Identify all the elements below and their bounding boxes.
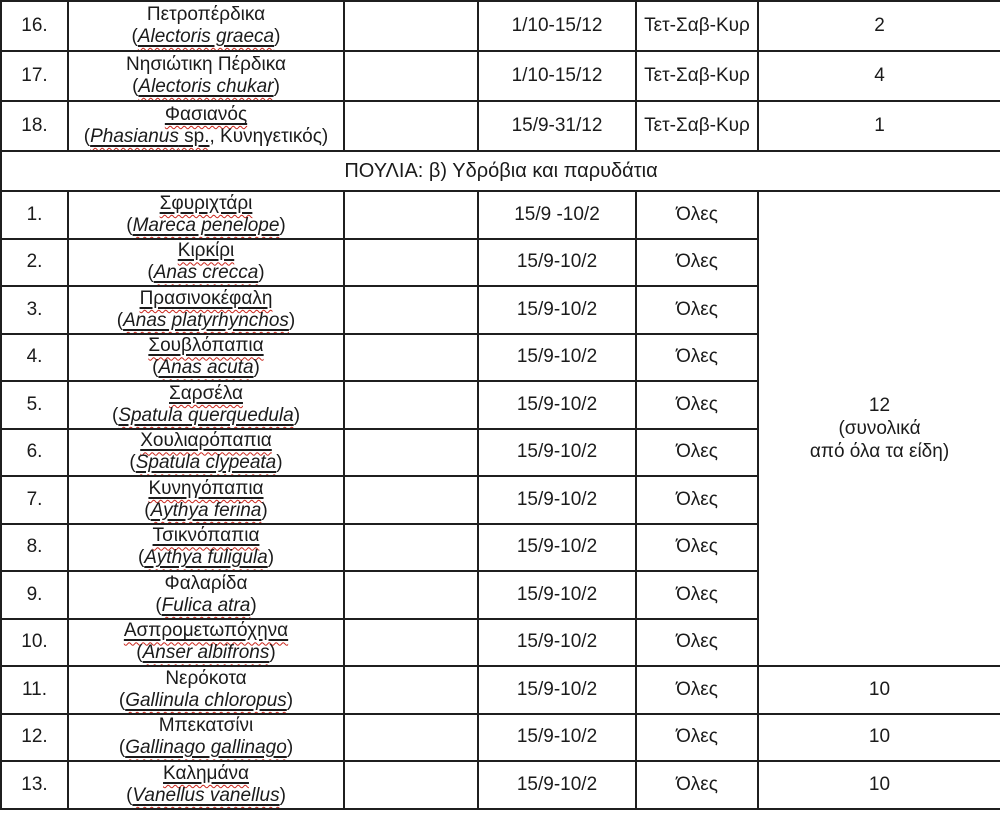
days-cell: Όλες: [636, 666, 758, 714]
section-header-row: [1, 151, 1000, 191]
species-row: [1, 714, 1000, 762]
row-number-cell: 16.: [1, 1, 68, 51]
period-cell: 1/10-15/12: [478, 51, 636, 101]
species-common-name: Χουλιαρόπαπια: [140, 430, 272, 452]
species-common-name: Νησιώτικη Πέρδικα: [126, 54, 286, 75]
species-scientific-name: (Gallinago gallinago): [118, 737, 294, 759]
species-common-name: Σφυριχτάρι: [159, 192, 253, 214]
species-common-name: Νερόκοτα: [165, 667, 247, 689]
period-cell: 15/9-10/2: [478, 476, 636, 524]
notes-cell: [344, 429, 478, 477]
days-cell: Όλες: [636, 286, 758, 334]
species-scientific-name: (Fulica atra): [155, 594, 257, 616]
species-cell: [68, 51, 344, 101]
period-cell: 1/10-15/12: [478, 1, 636, 51]
row-number-cell: 18.: [1, 101, 68, 151]
species-common-name: Σαρσέλα: [169, 382, 243, 404]
species-row: [1, 191, 1000, 239]
row-number-cell: 13.: [1, 761, 68, 809]
notes-cell: [344, 239, 478, 287]
species-cell: [68, 381, 344, 429]
limit-cell: 10: [758, 761, 1000, 809]
period-cell: 15/9-10/2: [478, 571, 636, 619]
species-scientific-name: (Anas acuta): [152, 357, 260, 379]
total-limit-line: από όλα τα είδη): [809, 441, 950, 462]
species-scientific-name: (Anas crecca): [147, 262, 265, 284]
species-common-name: Καλημάνα: [163, 762, 249, 784]
species-row: [1, 1, 1000, 51]
species-scientific-name: (Mareca penelope): [126, 214, 286, 236]
notes-cell: [344, 191, 478, 239]
species-common-name: Πρασινοκέφαλη: [139, 287, 273, 309]
notes-cell: [344, 666, 478, 714]
species-cell: [68, 429, 344, 477]
species-row: [1, 101, 1000, 151]
species-cell: [68, 714, 344, 762]
species-cell: [68, 571, 344, 619]
species-cell: [68, 524, 344, 572]
days-cell: Όλες: [636, 524, 758, 572]
notes-cell: [344, 619, 478, 667]
period-cell: 15/9-10/2: [478, 334, 636, 382]
period-cell: 15/9-10/2: [478, 619, 636, 667]
notes-cell: [344, 524, 478, 572]
period-cell: 15/9 -10/2: [478, 191, 636, 239]
species-scientific-name: (Spatula clypeata): [129, 452, 283, 474]
species-scientific-name: (Vanellus vanellus): [126, 784, 286, 806]
species-common-name: Κυνηγόπαπια: [148, 477, 264, 499]
period-cell: 15/9-10/2: [478, 239, 636, 287]
species-scientific-name: (Anser albifrons): [136, 642, 276, 664]
notes-cell: [344, 334, 478, 382]
row-number-cell: 5.: [1, 381, 68, 429]
days-cell: Όλες: [636, 334, 758, 382]
notes-cell: [344, 381, 478, 429]
species-cell: [68, 101, 344, 151]
row-number-cell: 7.: [1, 476, 68, 524]
row-number-cell: 12.: [1, 714, 68, 762]
species-common-name: Φαλαρίδα: [164, 572, 248, 594]
period-cell: 15/9-10/2: [478, 381, 636, 429]
notes-cell: [344, 51, 478, 101]
period-cell: 15/9-10/2: [478, 286, 636, 334]
species-common-name: Φασιανός: [164, 104, 248, 125]
species-common-name: Πετροπέρδικα: [146, 4, 266, 25]
period-cell: 15/9-10/2: [478, 666, 636, 714]
limit-cell: 1: [758, 101, 1000, 151]
species-row: [1, 761, 1000, 809]
days-cell: Όλες: [636, 239, 758, 287]
species-common-name: Κιρκίρι: [177, 240, 235, 262]
species-cell: [68, 761, 344, 809]
notes-cell: [344, 571, 478, 619]
period-cell: 15/9-31/12: [478, 101, 636, 151]
days-cell: Όλες: [636, 429, 758, 477]
section-header: ΠΟΥΛΙΑ: β) Υδρόβια και παρυδάτια: [1, 151, 1000, 191]
species-cell: [68, 191, 344, 239]
row-number-cell: 8.: [1, 524, 68, 572]
limit-cell: 2: [758, 1, 1000, 51]
total-limit-line: 12: [868, 395, 891, 416]
days-cell: Όλες: [636, 619, 758, 667]
row-number-cell: 9.: [1, 571, 68, 619]
species-scientific-name: (Spatula querquedula): [111, 404, 301, 426]
species-cell: [68, 334, 344, 382]
species-cell: [68, 666, 344, 714]
notes-cell: [344, 761, 478, 809]
limit-cell: 10: [758, 666, 1000, 714]
days-cell: Όλες: [636, 191, 758, 239]
species-common-name: Μπεκατσίνι: [158, 715, 254, 737]
days-cell: Όλες: [636, 476, 758, 524]
days-cell: Τετ-Σαβ-Κυρ: [636, 101, 758, 151]
species-cell: [68, 286, 344, 334]
species-cell: [68, 619, 344, 667]
species-scientific-name: (Phasianus sp., Κυνηγετικός): [83, 126, 329, 147]
limit-cell: 4: [758, 51, 1000, 101]
days-cell: Όλες: [636, 714, 758, 762]
row-number-cell: 2.: [1, 239, 68, 287]
species-scientific-name: (Aythya ferina): [144, 499, 268, 521]
row-number-cell: 6.: [1, 429, 68, 477]
notes-cell: [344, 714, 478, 762]
period-cell: 15/9-10/2: [478, 761, 636, 809]
notes-cell: [344, 476, 478, 524]
species-scientific-name: (Aythya fuligula): [137, 547, 275, 569]
period-cell: 15/9-10/2: [478, 429, 636, 477]
days-cell: Όλες: [636, 381, 758, 429]
row-number-cell: 10.: [1, 619, 68, 667]
hunting-table-body: [1, 1, 1000, 809]
total-limit-cell: [758, 191, 1000, 666]
species-scientific-name: (Alectoris chukar): [132, 76, 280, 97]
row-number-cell: 11.: [1, 666, 68, 714]
row-number-cell: 1.: [1, 191, 68, 239]
days-cell: Τετ-Σαβ-Κυρ: [636, 1, 758, 51]
period-cell: 15/9-10/2: [478, 524, 636, 572]
row-number-cell: 3.: [1, 286, 68, 334]
days-cell: Όλες: [636, 761, 758, 809]
total-limit-line: (συνολικά: [838, 418, 921, 439]
notes-cell: [344, 286, 478, 334]
notes-cell: [344, 1, 478, 51]
limit-cell: 10: [758, 714, 1000, 762]
species-scientific-name: (Gallinula chloropus): [118, 689, 294, 711]
species-cell: [68, 239, 344, 287]
species-scientific-name: (Alectoris graeca): [131, 26, 281, 47]
species-common-name: Τσικνόπαπια: [152, 525, 260, 547]
species-row: [1, 666, 1000, 714]
notes-cell: [344, 101, 478, 151]
species-cell: [68, 1, 344, 51]
species-common-name: Ασπρομετωπόχηνα: [123, 620, 289, 642]
period-cell: 15/9-10/2: [478, 714, 636, 762]
days-cell: Τετ-Σαβ-Κυρ: [636, 51, 758, 101]
species-scientific-name: (Anas platyrhynchos): [116, 309, 296, 331]
species-common-name: Σουβλόπαπια: [148, 335, 264, 357]
row-number-cell: 4.: [1, 334, 68, 382]
species-cell: [68, 476, 344, 524]
row-number-cell: 17.: [1, 51, 68, 101]
days-cell: Όλες: [636, 571, 758, 619]
species-row: [1, 51, 1000, 101]
